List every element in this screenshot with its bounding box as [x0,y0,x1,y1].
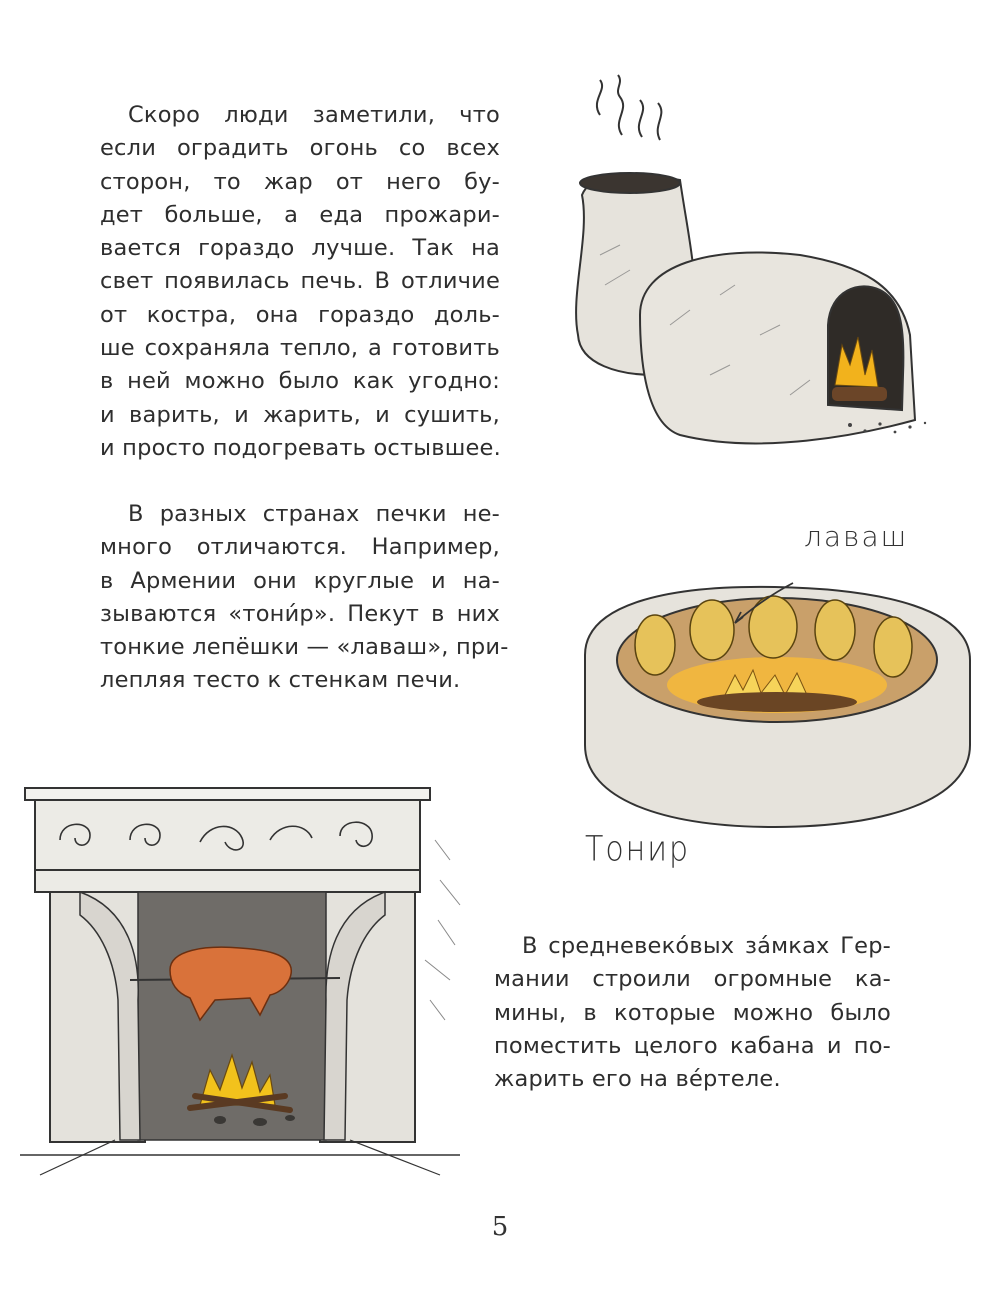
text-line: лепляя тесто к стенкам печи. [100,667,461,694]
paragraph-armenian-tonir [100,498,509,698]
text-line: и просто подогревать остывшее. [100,434,501,461]
text-line: мании строили огромные ка- [494,966,891,993]
label-lavash: лаваш [804,520,909,553]
text-line: от костра, она гораздо доль- [100,301,500,328]
text-line: если оградить огонь со всех [100,135,500,162]
page-number: 5 [491,1212,509,1242]
text-line: сторон, то жар от него бу- [100,168,500,195]
tonir-illustration [575,565,975,835]
text-line: мины, в которые можно было [494,999,891,1026]
text-line: вается гораздо лучше. Так на [100,235,500,262]
paragraph-castle-fireplace [494,930,891,1096]
text-line: свет появилась печь. В отличие [100,268,500,295]
text-line: тонкие лепёшки — «лаваш», при- [100,634,509,661]
text-line: поместить целого кабана и по- [494,1032,891,1059]
text-line: в Армении они круглые и на- [100,567,500,594]
label-tonir: Тонир [585,829,691,870]
text-line: жарить его на ве́ртеле. [494,1066,781,1093]
text-line: В разных странах печки не- [128,501,500,527]
text-line: в ней можно было как угодно: [100,368,500,395]
text-line: зываются «тони́р». Пекут в них [100,600,500,627]
paragraph-oven-origin [100,99,500,465]
text-line: Скоро люди заметили, что [128,102,500,128]
text-line: В средневеко́вых за́мках Гер- [522,933,891,959]
castle-fireplace-illustration [20,770,470,1180]
text-line: много отличаются. Например, [100,534,500,561]
text-line: и варить, и жарить, и сушить, [100,401,500,428]
text-line: ше сохраняла тепло, а готовить [100,335,500,362]
text-line: дет больше, а еда прожари- [100,201,500,228]
clay-oven-illustration [560,75,960,475]
